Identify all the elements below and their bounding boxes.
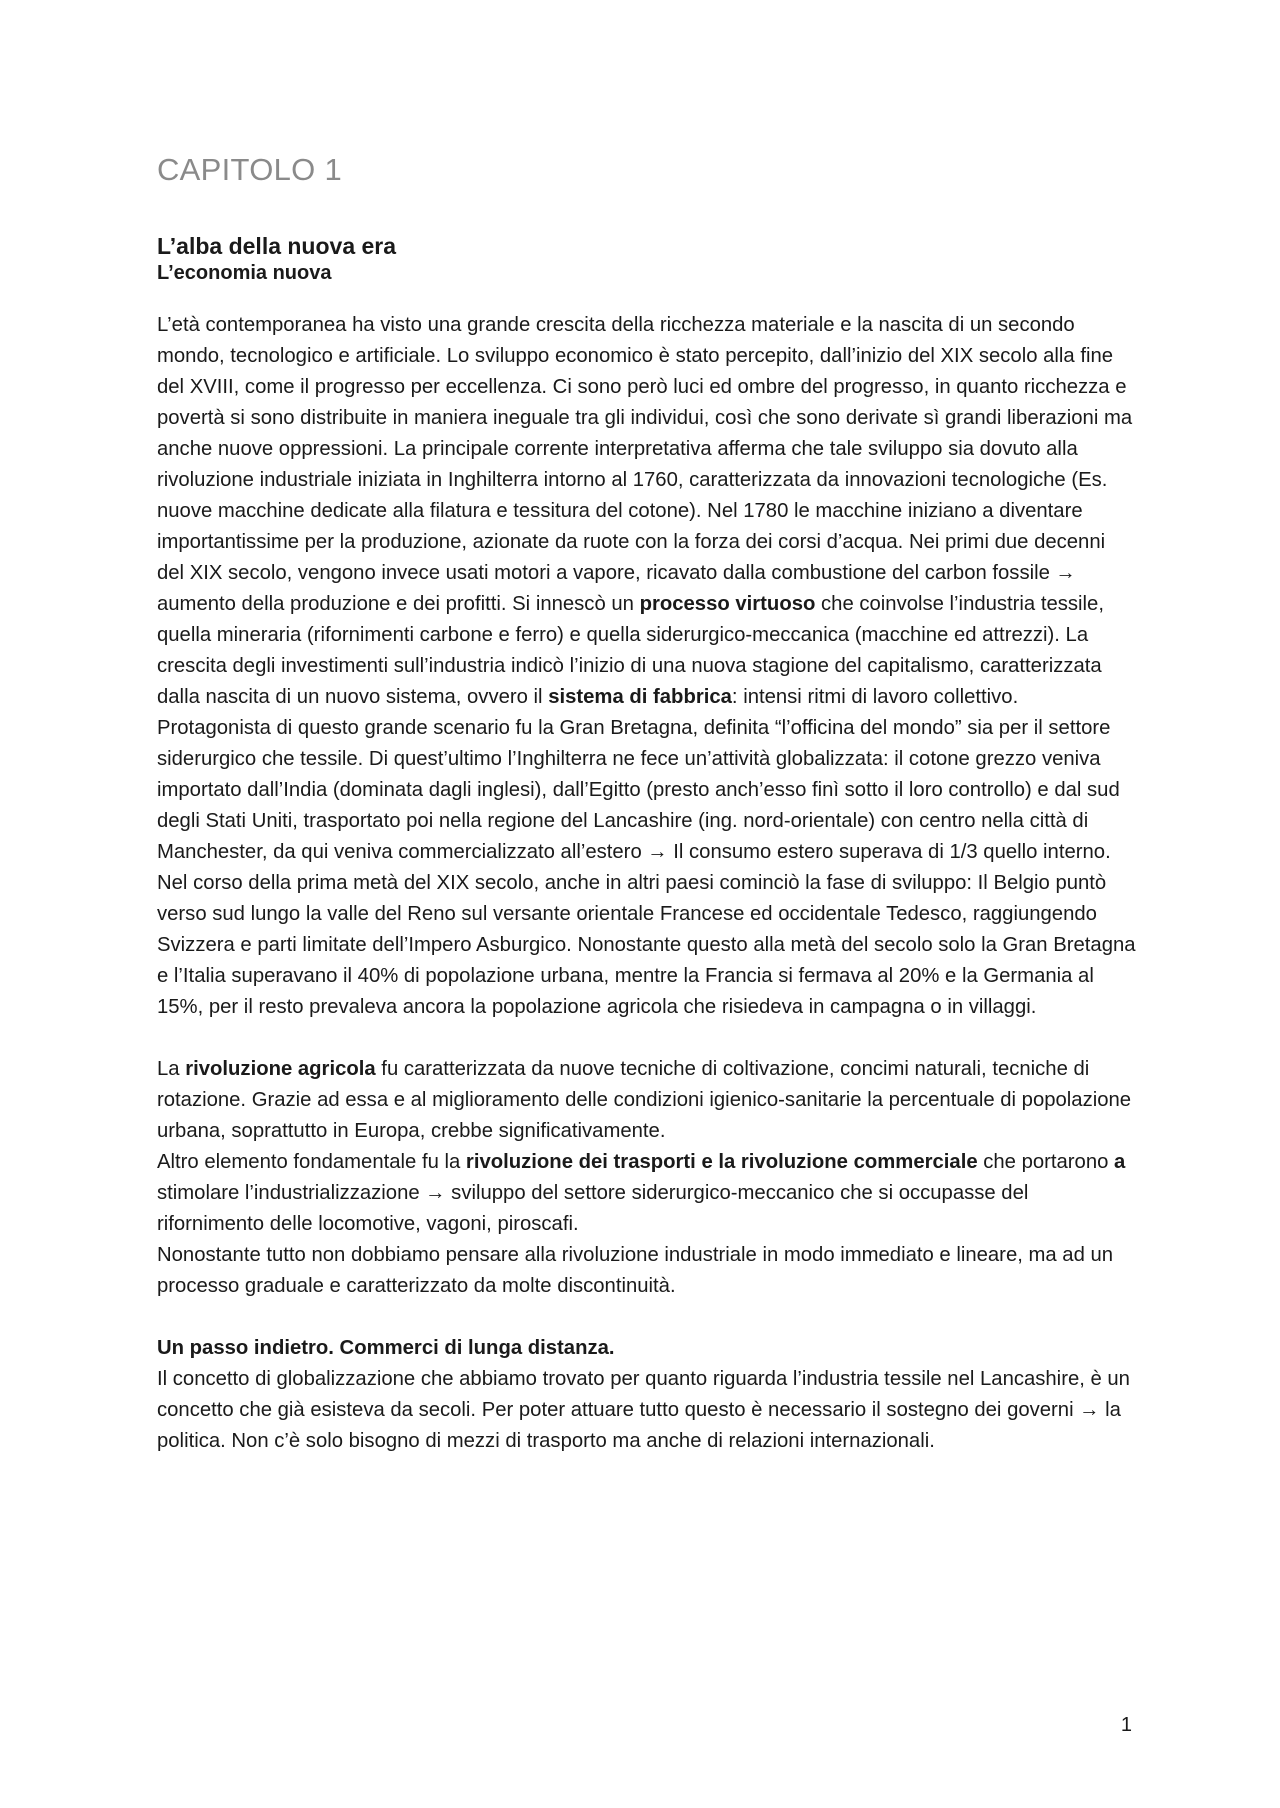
text-run: fu caratterizzata da nuove tecniche di coltivazione, concimi naturali, tecniche di rotazione. Grazie ad essa e al miglioramento delle condizioni igienico-sanitarie la percentuale di popolazione urbana, soprattutto in Europa, crebbe significativamente. [157, 1058, 1132, 1142]
text-run: che portarono [977, 1151, 1115, 1173]
text-run: che coinvolse l’industria tessile, quella mineraria (rifornimenti carbone e ferro) e quella siderurgico-meccanica (macchine ed attrezzi). La crescita degli investimenti sull’industria indicò l’inizio di una nuova stagione del capitalismo, caratterizzata dalla nascita di un nuovo sistema, ovvero il [157, 593, 1104, 708]
paragraph-5: Nonostante tutto non dobbiamo pensare alla rivoluzione industriale in modo immediato e lineare, ma ad un processo graduale e caratterizzato da molte discontinuità. [157, 1244, 1114, 1297]
section-title: L’alba della nuova era [157, 233, 397, 259]
paragraph-1 [157, 310, 1137, 868]
bold-term: rivoluzione agricola [185, 1058, 376, 1080]
section-subtitle: L’economia nuova [157, 262, 332, 284]
paragraph-gap [157, 1023, 1137, 1054]
document-page [157, 150, 1137, 1457]
paragraph-2: Nel corso della prima metà del XIX secolo, anche in altri paesi cominciò la fase di sviluppo: Il Belgio puntò verso sud lungo la valle del Reno sul versante orientale Francese ed occidentale Tedesco, raggiungendo Svizzera e parti limitate dell’Impero Asburgico. Nonostante questo alla metà del secolo solo la Gran Bretagna e l’Italia superavano il 40% di popolazione urbana, mentre la Francia si fermava al 20% e la Germania al 15%, per il resto prevaleva ancora la popolazione agricola che risiedeva in campagna o in villaggi. [157, 872, 1136, 1018]
paragraph-3 [157, 1054, 1137, 1147]
bold-term: sistema di fabbrica [548, 686, 732, 708]
paragraph-4 [157, 1147, 1137, 1240]
bold-term: rivoluzione dei trasporti e la rivoluzione commerciale [465, 1151, 978, 1173]
text-run: Altro elemento fondamentale fu la [157, 1151, 466, 1173]
text-run: La [157, 1058, 186, 1080]
paragraph-6: Il concetto di globalizzazione che abbiamo trovato per quanto riguarda l’industria tessile nel Lancashire, è un concetto che già esisteva da secoli. Per poter attuare tutto questo è necessario il sostegno dei governi → la politica. Non c’è solo bisogno di mezzi di trasporto ma anche di relazioni internazionali. [157, 1368, 1130, 1452]
paragraph-gap [157, 1302, 1137, 1333]
chapter-heading: CAPITOLO 1 [157, 152, 343, 187]
text-run: : intensi ritmi di lavoro collettivo. Protagonista di questo grande scenario fu la Gran Bretagna, definita “l’officina del mondo” sia per il settore siderurgico che tessile. Di quest’ultimo l’Inghilterra ne fece un’attività globalizzata: il cotone grezzo veniva importato dall’India (dominata dagli inglesi), dall’Egitto (presto anch’esso finì sotto il loro controllo) e dal sud degli Stati Uniti, trasportato poi nella regione del Lancashire (ing. nord-orientale) con centro nella città di Manchester, da qui veniva commercializzato all’estero → Il consumo estero superava di 1/3 quello interno. [157, 686, 1120, 863]
bold-term: a [1114, 1151, 1126, 1173]
bold-term: processo virtuoso [639, 593, 816, 615]
page-number: 1 [1120, 1714, 1132, 1736]
section-heading-commerci: Un passo indietro. Commerci di lunga distanza. [157, 1337, 615, 1359]
text-run: stimolare l’industrializzazione → sviluppo del settore siderurgico-meccanico che si occupasse del rifornimento delle locomotive, vagoni, piroscafi. [157, 1182, 1029, 1235]
text-run: L’età contemporanea ha visto una grande crescita della ricchezza materiale e la nascita di un secondo mondo, tecnologico e artificiale. Lo sviluppo economico è stato percepito, dall’inizio del XIX secolo alla fine del XVIII, come il progresso per eccellenza. Ci sono però luci ed ombre del progresso, in quanto ricchezza e povertà si sono distribuite in maniera ineguale tra gli individui, così che sono derivate sì grandi liberazioni ma anche nuove oppressioni. La principale corrente interpretativa afferma che tale sviluppo sia dovuto alla rivoluzione industriale iniziata in Inghilterra intorno al 1760, caratterizzata da innovazioni tecnologiche (Es. nuove macchine dedicate alla filatura e tessitura del cotone). Nel 1780 le macchine iniziano a diventare importantissime per la produzione, azionate da ruote con la forza dei corsi d’acqua. Nei primi due decenni del XIX secolo, vengono invece usati motori a vapore, ricavato dalla combustione del carbon fossile → aumento della produzione e dei profitti. Si innescò un [157, 314, 1133, 615]
